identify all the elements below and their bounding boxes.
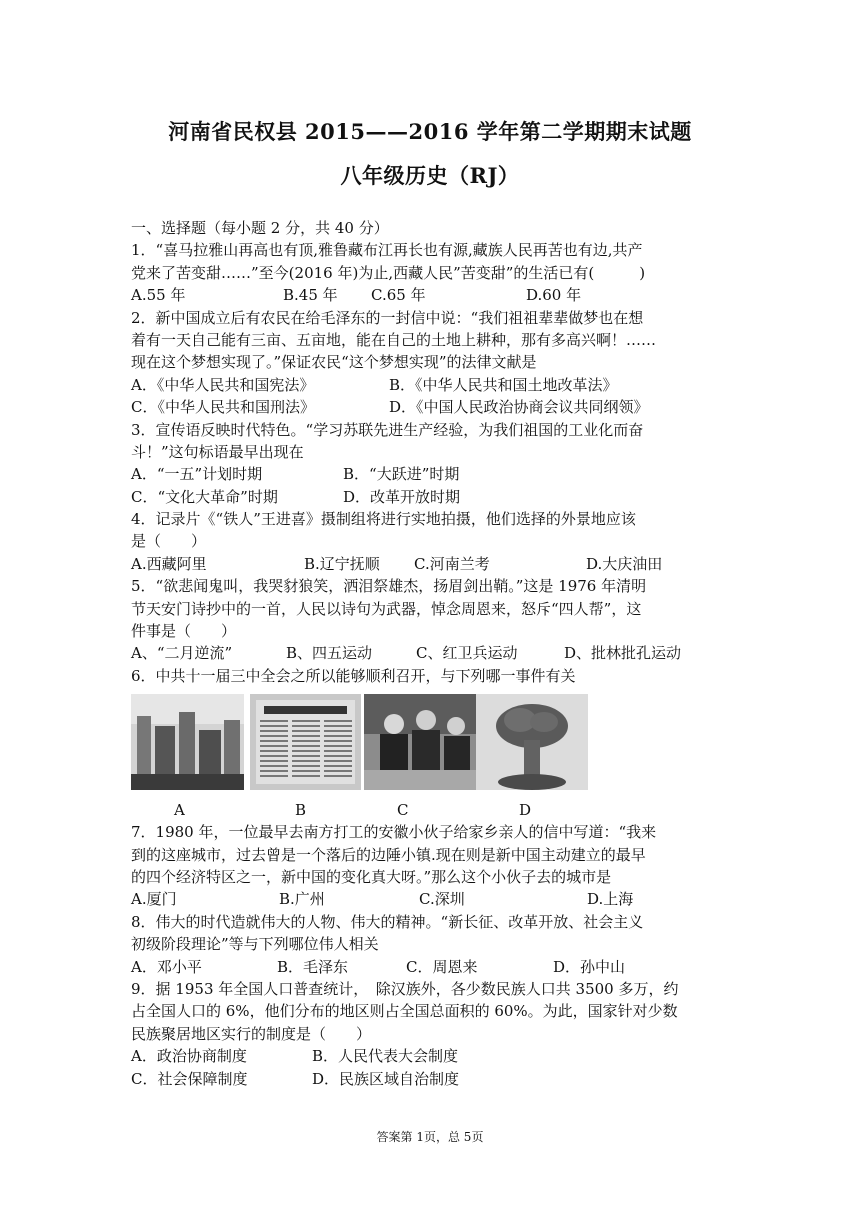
q6-label-d: D [519, 801, 532, 820]
q3-text-1: 3．宣传语反映时代特色。“学习苏联先进生产经验，为我们祖国的工业化而奋 [131, 420, 644, 439]
q6-image-a-city-photo[interactable] [131, 694, 244, 790]
q5-text-3: 件事是（ ） [131, 622, 237, 641]
q6-image-c-meeting-photo[interactable] [364, 694, 477, 790]
q8-option-c[interactable]: C．周恩来 [406, 957, 478, 976]
exam-title: 河南省民权县 2015——2016 学年第二学期期末试题 [168, 119, 692, 144]
q1-options [131, 284, 731, 306]
q1-option-c[interactable]: C.65 年 [371, 286, 426, 305]
q2-option-d[interactable]: D．《中国人民政治协商会议共同纲领》 [389, 398, 649, 417]
q9-options-row1 [131, 1045, 731, 1067]
q7-text-1: 7．1980 年，一位最早去南方打工的安徽小伙子给家乡亲人的信中写道：“我来 [131, 823, 657, 842]
q7-option-b[interactable]: B.广州 [279, 890, 325, 909]
q5-option-d[interactable]: D、批林批孔运动 [564, 644, 682, 663]
q1-text-1: 1．“喜马拉雅山再高也有顶,雅鲁藏布江再长也有源,藏族人民再苦也有边,共产 [131, 241, 643, 260]
q2-text-2: 着有一天自己能有三亩、五亩地，能在自己的土地上耕种，那有多高兴啊！…… [131, 330, 657, 349]
q7-options [131, 888, 731, 910]
q4-option-b[interactable]: B.辽宁抚顺 [304, 554, 380, 573]
q1-option-b[interactable]: B.45 年 [283, 286, 338, 305]
q2-option-c[interactable]: C．《中华人民共和国刑法》 [131, 398, 315, 417]
q9-option-a[interactable]: A．政治协商制度 [131, 1047, 247, 1066]
q6-text-1: 6．中共十一届三中全会之所以能够顺利召开，与下列哪一事件有关 [131, 666, 576, 685]
q5-text-2: 节天安门诗抄中的一首，人民以诗句为武器，悼念周恩来，怒斥“四人帮”，这 [131, 599, 642, 618]
q7-text-3: 的四个经济特区之一，新中国的变化真大呀。”那么这个小伙子去的城市是 [131, 867, 612, 886]
q5-options [131, 642, 731, 664]
q9-text-1: 9．据 1953 年全国人口普查统计， 除汉族外，各少数民族人口共 3500 多万，约 [131, 979, 679, 998]
q5-option-c[interactable]: C、红卫兵运动 [416, 644, 518, 663]
q6-image-d-mushroom-cloud[interactable] [476, 694, 588, 790]
q1-option-a[interactable]: A.55 年 [131, 286, 186, 305]
q4-options [131, 553, 731, 575]
q2-options-row2 [131, 396, 731, 418]
q3-option-c[interactable]: C．“文化大革命”时期 [131, 487, 278, 506]
q5-option-a[interactable]: A、“二月逆流” [131, 644, 233, 663]
q8-options [131, 956, 731, 978]
q8-option-d[interactable]: D．孙中山 [553, 957, 626, 976]
q9-option-d[interactable]: D．民族区域自治制度 [312, 1069, 460, 1088]
q5-option-b[interactable]: B、四五运动 [286, 644, 373, 663]
q1-option-d[interactable]: D.60 年 [526, 286, 582, 305]
q3-options-row2 [131, 486, 731, 508]
q4-option-d[interactable]: D.大庆油田 [586, 554, 663, 573]
q8-text-2: 初级阶段理论”等与下列哪位伟人相关 [131, 935, 379, 954]
q3-option-d[interactable]: D．改革开放时期 [343, 487, 461, 506]
q3-option-b[interactable]: B．“大跃进”时期 [343, 465, 460, 484]
q1-text-2: 党来了苦变甜……”至今(2016 年)为止,西藏人民”苦变甜”的生活已有( ) [131, 263, 646, 282]
q4-option-c[interactable]: C.河南兰考 [414, 554, 490, 573]
q8-option-a[interactable]: A．邓小平 [131, 957, 202, 976]
q2-option-a[interactable]: A．《中华人民共和国宪法》 [131, 375, 315, 394]
q7-option-c[interactable]: C.深圳 [419, 890, 465, 909]
q9-text-2: 占全国人口的 6%，他们分布的地区则占全国总面积的 60%。为此，国家针对少数 [131, 1002, 678, 1021]
q3-option-a[interactable]: A．“一五”计划时期 [131, 465, 263, 484]
q6-images [131, 694, 731, 795]
q2-text-1: 2．新中国成立后有农民在给毛泽东的一封信中说：“我们祖祖辈辈做梦也在想 [131, 308, 644, 327]
section-heading: 一、选择题（每小题 2 分，共 40 分） [131, 219, 389, 237]
q9-option-b[interactable]: B．人民代表大会制度 [312, 1047, 459, 1066]
q7-option-a[interactable]: A.厦门 [131, 890, 177, 909]
q8-text-1: 8．伟大的时代造就伟大的人物、伟大的精神。“新长征、改革开放、社会主义 [131, 912, 644, 931]
q6-label-a: A [174, 801, 185, 820]
q8-option-b[interactable]: B．毛泽东 [277, 957, 349, 976]
q9-option-c[interactable]: C．社会保障制度 [131, 1069, 248, 1088]
exam-content [131, 217, 731, 1090]
q6-image-labels [131, 795, 731, 821]
q4-option-a[interactable]: A.西藏阿里 [131, 554, 207, 573]
q4-text-2: 是（ ） [131, 532, 207, 551]
q6-label-b: B [295, 801, 307, 820]
q7-option-d[interactable]: D.上海 [587, 890, 634, 909]
q3-options-row1 [131, 463, 731, 485]
q6-label-c: C [397, 801, 409, 820]
q2-text-3: 现在这个梦想实现了。”保证农民“这个梦想实现”的法律文献是 [131, 353, 537, 372]
q5-text-1: 5．“欲悲闻鬼叫，我哭豺狼笑，洒泪祭雄杰，扬眉剑出鞘。”这是 1976 年清明 [131, 577, 647, 596]
q2-option-b[interactable]: B．《中华人民共和国土地改革法》 [389, 375, 618, 394]
q3-text-2: 斗！”这句标语最早出现在 [131, 442, 304, 461]
page-footer: 答案第 1页，总 5页 [376, 1130, 484, 1144]
exam-subtitle: 八年级历史（RJ） [340, 163, 520, 188]
q6-image-b-newspaper[interactable] [250, 694, 361, 790]
q2-options-row1 [131, 374, 731, 396]
q9-text-3: 民族聚居地区实行的制度是（ ） [131, 1024, 372, 1043]
q4-text-1: 4．记录片《“铁人”王进喜》摄制组将进行实地拍摄，他们选择的外景地应该 [131, 510, 636, 529]
q7-text-2: 到的这座城市，过去曾是一个落后的边陲小镇.现在则是新中国主动建立的最早 [131, 845, 646, 864]
q9-options-row2 [131, 1068, 731, 1090]
